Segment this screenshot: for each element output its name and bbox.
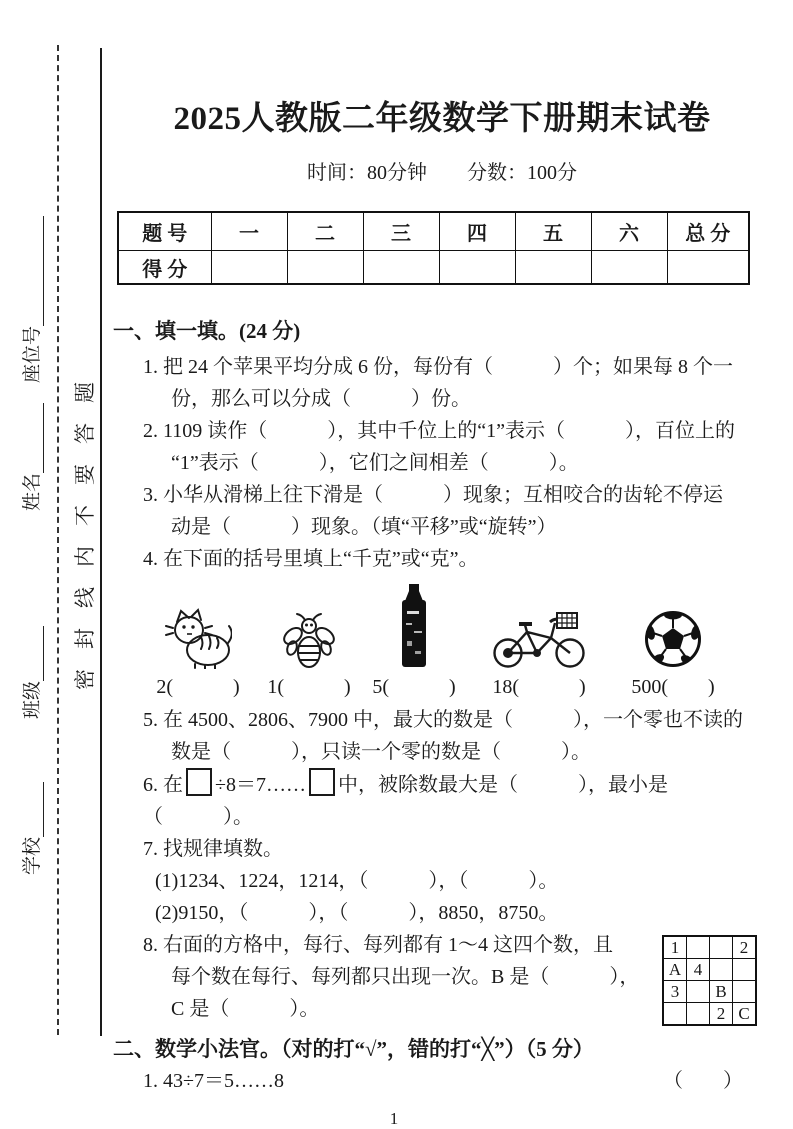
field-name-line	[28, 403, 44, 473]
field-name	[17, 403, 44, 511]
grid-cell	[687, 936, 710, 959]
score-table-header: 一	[211, 212, 287, 251]
grid-cell: 2	[733, 936, 757, 959]
question-6-line	[143, 768, 773, 833]
question-2-line-1: 2. 1109 读作（ ），其中千位上的“1”表示（ ），百位上的	[143, 420, 736, 442]
question-8-line-2: 每个数在每行、每列都只出现一次。B 是（ ），	[171, 966, 640, 988]
judge-question-1-text: 1. 43÷7＝5……8	[143, 1070, 284, 1092]
question-6-text-part-1: 6. 在	[143, 774, 183, 796]
grid-cell	[710, 936, 733, 959]
score-cell	[515, 251, 591, 285]
question-5-line-1: 5. 在 4500、2806、7900 中，最大的数是（ ），一个零也不读的	[143, 709, 743, 731]
question-4-item-bee	[255, 579, 363, 702]
question-4-item-soccer-ball	[613, 579, 733, 702]
question-1-line-2: 份，那么可以分成（ ）份。	[171, 388, 471, 410]
grid-cell: C	[733, 1003, 757, 1026]
field-class	[17, 626, 44, 719]
score-cell	[667, 251, 749, 285]
score-cell	[287, 251, 363, 285]
score-table-header: 三	[363, 212, 439, 251]
question-7-sub-1: (1)1234、1224，1214，（ ），（ ）。	[155, 870, 559, 892]
grid-cell	[710, 959, 733, 981]
score-table-header: 六	[591, 212, 667, 251]
question-2-line-2: “1”表示（ ），它们之间相差（ ）。	[171, 452, 579, 474]
score-table-header: 题 号	[118, 212, 211, 251]
question-4-heading: 4. 在下面的括号里填上“千克”或“克”。	[143, 548, 479, 570]
section-one-heading: 一、填一填。(24 分)	[113, 319, 301, 343]
question-3-line-1: 3. 小华从滑梯上往下滑是（ ）现象；互相咬合的齿轮不停运	[143, 484, 723, 506]
exam-title: 2025人教版二年级数学下册期末试卷	[173, 101, 711, 137]
question-4-blank-label: 1( )	[267, 676, 351, 698]
question-7-heading: 7. 找规律填数。	[143, 838, 283, 860]
score-table	[117, 211, 750, 285]
grid-cell	[687, 981, 710, 1003]
student-info-fields	[15, 190, 45, 950]
field-seat-number-line	[28, 216, 44, 326]
score-table-header: 五	[515, 212, 591, 251]
field-name-label: 姓名	[21, 472, 43, 511]
question-4-blank-label: 5( )	[372, 676, 456, 698]
number-puzzle-grid	[662, 935, 757, 1026]
question-4-item-cat	[141, 579, 255, 702]
grid-cell	[687, 1003, 710, 1026]
question-1-line-1: 1. 把 24 个苹果平均分成 6 份，每份有（ ）个；如果每 8 个一	[143, 356, 733, 378]
grid-cell: 1	[663, 936, 687, 959]
field-class-label: 班级	[21, 680, 43, 719]
cat-icon	[141, 579, 255, 672]
field-seat-number-label: 座位号	[21, 325, 43, 383]
score-table-header: 四	[439, 212, 515, 251]
question-4-blank-label: 2( )	[156, 676, 240, 698]
question-8-line-1: 8. 右面的方格中，每行、每列都有 1～4 这四个数，且	[143, 934, 613, 956]
soccer-ball-icon	[613, 579, 733, 672]
section-two-heading: 二、数学小法官。（对的打“√”，错的打“╳”）（5 分）	[113, 1037, 594, 1061]
question-5-line-2: 数是（ ），只读一个零的数是（ ）。	[171, 741, 591, 763]
score-cell	[439, 251, 515, 285]
question-4-item-bottle	[363, 579, 465, 702]
exam-meta: 时间：80分钟 分数：100分	[307, 162, 577, 184]
grid-cell	[733, 959, 757, 981]
question-4-picture-row	[141, 579, 773, 702]
judge-question-1-answer-blank: （ ）	[663, 1070, 743, 1092]
field-school-line	[28, 782, 44, 837]
bee-icon	[255, 579, 363, 672]
field-class-line	[28, 626, 44, 681]
page-number: 1	[389, 1109, 399, 1128]
remainder-blank-box	[309, 768, 335, 796]
question-4-blank-label: 500( )	[631, 676, 715, 698]
score-row-label: 得 分	[118, 251, 211, 285]
bicycle-icon	[465, 579, 613, 672]
question-4-blank-label: 18( )	[492, 676, 586, 698]
grid-cell: B	[710, 981, 733, 1003]
grid-cell: 2	[710, 1003, 733, 1026]
question-7-sub-2: (2)9150，（ ），（ ），8850，8750。	[155, 902, 559, 924]
field-school-label: 学校	[21, 836, 43, 875]
field-school	[17, 782, 44, 875]
score-cell	[591, 251, 667, 285]
grid-cell: 4	[687, 959, 710, 981]
question-3-line-2: 动是（ ）现象。（填“平移”或“旋转”）	[171, 516, 557, 538]
question-4-item-bicycle	[465, 579, 613, 702]
question-8-block	[111, 929, 773, 1025]
seal-dashed-line	[57, 45, 59, 1035]
grid-cell: A	[663, 959, 687, 981]
question-6-text-part-2: ÷8＝7……	[215, 774, 306, 796]
bottle-icon	[363, 579, 465, 672]
grid-cell	[733, 981, 757, 1003]
grid-cell: 3	[663, 981, 687, 1003]
score-cell	[363, 251, 439, 285]
seal-warning-text: 密封线内不要答题	[73, 362, 97, 690]
grid-cell	[663, 1003, 687, 1026]
judge-question-1	[143, 1065, 743, 1097]
seal-solid-line	[100, 48, 102, 1036]
score-cell	[211, 251, 287, 285]
question-8-line-3: C 是（ ）。	[171, 998, 320, 1020]
dividend-blank-box	[186, 768, 212, 796]
field-seat-number	[17, 216, 44, 383]
main-content	[111, 0, 773, 1129]
score-table-header: 总 分	[667, 212, 749, 251]
question-6-text-part-3: 中，被除数最大是（ ），最小是（ ）。	[143, 774, 668, 828]
score-table-header: 二	[287, 212, 363, 251]
